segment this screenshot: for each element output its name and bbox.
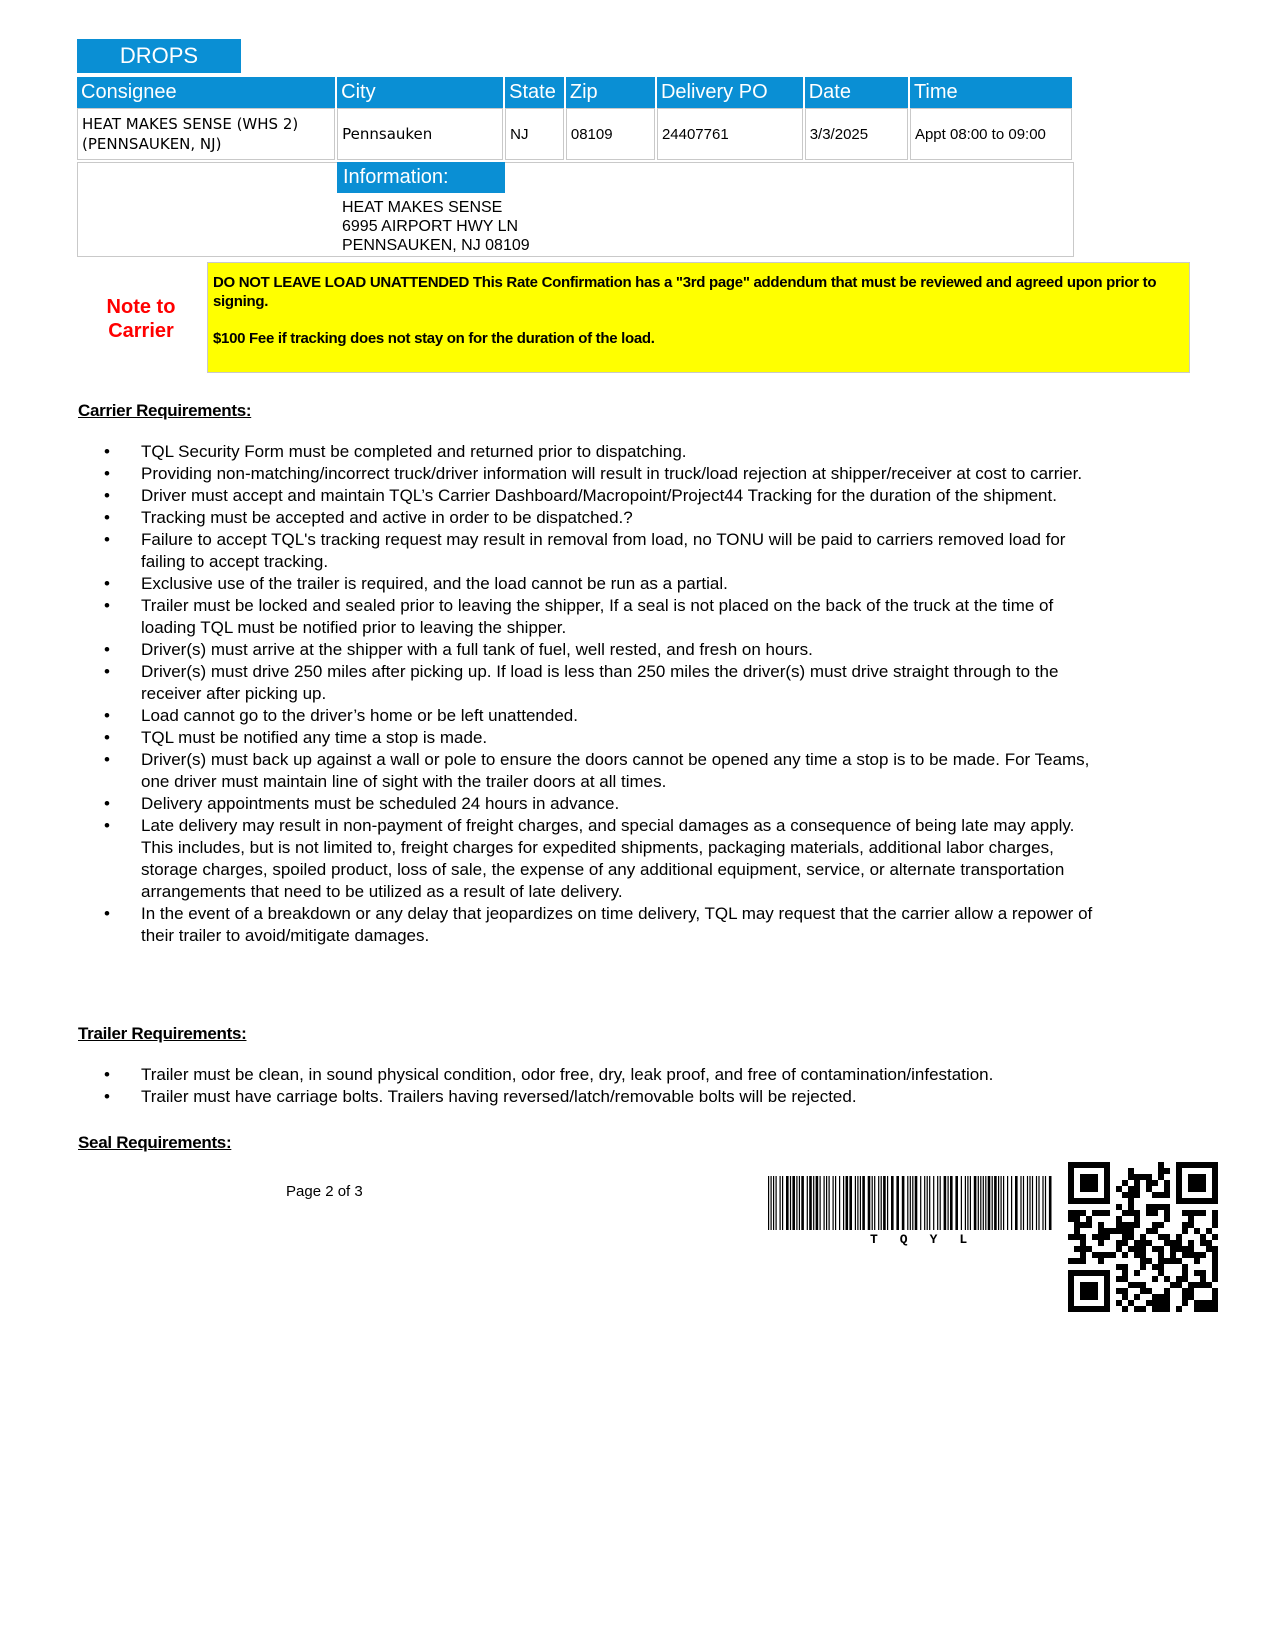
- drops-section-tab: DROPS: [77, 39, 241, 73]
- header-delivery-po: Delivery PO: [657, 77, 803, 108]
- consignee-location: (PENNSAUKEN, NJ): [82, 135, 222, 153]
- information-box: [77, 162, 1074, 257]
- note-to-carrier-box: [207, 262, 1190, 373]
- zip-cell: 08109: [566, 108, 655, 160]
- list-item: • Driver(s) must arrive at the shipper with a full tank of fuel, well rested, and fresh on hours.: [78, 639, 1098, 661]
- note-text-tracking-fee: $100 Fee if tracking does not stay on for the duration of the load.: [213, 330, 655, 347]
- list-item: • TQL must be notified any time a stop is made.: [78, 727, 1098, 749]
- list-item: • Driver(s) must drive 250 miles after picking up. If load is less than 250 miles the driver(s) must drive straight through to the receiver after picking up.: [78, 661, 1098, 705]
- information-line: HEAT MAKES SENSE: [342, 199, 503, 216]
- note-to-carrier-label: [96, 295, 186, 343]
- drops-table: [75, 77, 1074, 160]
- list-item: • Driver must accept and maintain TQL’s Carrier Dashboard/Macropoint/Project44 Tracking for the duration of the shipment.: [78, 485, 1098, 507]
- drops-row: [77, 108, 1072, 160]
- note-label-line: Note to: [106, 296, 176, 318]
- delivery-po-cell: 24407761: [657, 108, 803, 160]
- header-city: City: [337, 77, 503, 108]
- trailer-requirements-title: Trailer Requirements:: [78, 1024, 247, 1043]
- header-zip: Zip: [566, 77, 655, 108]
- carrier-requirements-list: [78, 441, 1098, 947]
- list-item: • Exclusive use of the trailer is required, and the load cannot be run as a partial.: [78, 573, 1098, 595]
- list-item: • Driver(s) must back up against a wall or pole to ensure the doors cannot be opened any time a stop is to be made. For Teams, one driver must maintain line of sight with the trailer doors at all times.: [78, 749, 1098, 793]
- drops-header-row: [77, 77, 1072, 108]
- qr-code-image: [1068, 1162, 1218, 1312]
- list-item: • TQL Security Form must be completed and returned prior to dispatching.: [78, 441, 1098, 463]
- note-label-line: Carrier: [108, 320, 174, 342]
- list-item: • In the event of a breakdown or any delay that jeopardizes on time delivery, TQL may request that the carrier allow a repower of their trailer to avoid/mitigate damages.: [78, 903, 1098, 947]
- seal-requirements-title: Seal Requirements:: [78, 1133, 232, 1152]
- information-header: Information:: [337, 162, 505, 193]
- header-state: State: [505, 77, 564, 108]
- list-item: • Failure to accept TQL's tracking request may result in removal from load, no TONU will be paid to carriers removed load for failing to accept tracking.: [78, 529, 1098, 573]
- information-line: 6995 AIRPORT HWY LN: [342, 218, 519, 235]
- information-line: PENNSAUKEN, NJ 08109: [342, 237, 530, 254]
- consignee-name: HEAT MAKES SENSE (WHS 2): [82, 115, 299, 133]
- barcode-text: TQYL: [870, 1232, 990, 1247]
- state-cell: NJ: [505, 108, 564, 160]
- date-cell: 3/3/2025: [805, 108, 908, 160]
- consignee-cell: [77, 108, 335, 160]
- page-number: Page 2 of 3: [286, 1183, 363, 1200]
- list-item: • Delivery appointments must be scheduled 24 hours in advance.: [78, 793, 1098, 815]
- time-cell: Appt 08:00 to 09:00: [910, 108, 1072, 160]
- header-time: Time: [910, 77, 1072, 108]
- header-date: Date: [805, 77, 908, 108]
- list-item: • Load cannot go to the driver’s home or be left unattended.: [78, 705, 1098, 727]
- header-consignee: Consignee: [77, 77, 335, 108]
- city-cell: Pennsauken: [337, 108, 503, 160]
- list-item: • Providing non-matching/incorrect truck/driver information will result in truck/load rejection at shipper/receiver at cost to carrier.: [78, 463, 1098, 485]
- list-item: • Trailer must be clean, in sound physical condition, odor free, dry, leak proof, and free of contamination/infestation.: [78, 1064, 1098, 1086]
- barcode-image: [768, 1176, 1054, 1236]
- carrier-requirements-title: Carrier Requirements:: [78, 401, 252, 420]
- note-text-unattended: DO NOT LEAVE LOAD UNATTENDED This Rate Confirmation has a "3rd page" addendum that must be reviewed and agreed upon prior to signing.: [213, 274, 1157, 310]
- list-item: • Trailer must be locked and sealed prior to leaving the shipper, If a seal is not placed on the back of the truck at the time of loading TQL must be notified prior to leaving the shipper.: [78, 595, 1098, 639]
- list-item: • Trailer must have carriage bolts. Trailers having reversed/latch/removable bolts will be rejected.: [78, 1086, 1098, 1108]
- trailer-requirements-list: [78, 1064, 1098, 1108]
- information-address: [342, 198, 530, 255]
- list-item: • Tracking must be accepted and active in order to be dispatched.?: [78, 507, 1098, 529]
- list-item: • Late delivery may result in non-payment of freight charges, and special damages as a consequence of being late may apply. This includes, but is not limited to, freight charges for expedited shipments, packaging materials, additional labor charges, storage charges, spoiled product, loss of sale, the expense of any additional equipment, service, or alternate transportation arrangements that need to be utilized as a result of late delivery.: [78, 815, 1098, 903]
